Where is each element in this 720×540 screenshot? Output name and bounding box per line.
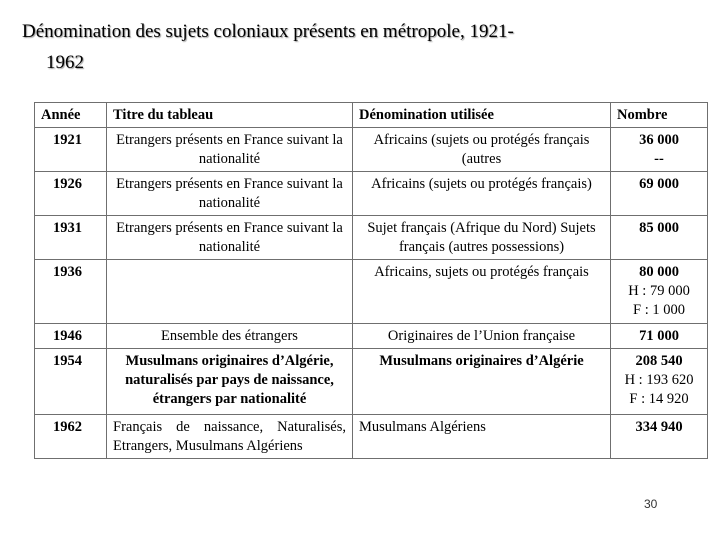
nombre-total: 80 000 xyxy=(639,264,679,280)
cell-year: 1926 xyxy=(35,172,107,216)
cell-nombre xyxy=(611,324,708,349)
cell-year: 1921 xyxy=(35,128,107,172)
nombre-total: 69 000 xyxy=(639,176,679,192)
cell-titre: Etrangers présents en France suivant la nationalité xyxy=(107,216,353,260)
header-titre: Titre du tableau xyxy=(107,103,353,128)
nombre-total: 71 000 xyxy=(639,328,679,344)
table-row xyxy=(35,172,708,216)
cell-year: 1954 xyxy=(35,349,107,415)
title-line-1: Dénomination des sujets coloniaux présents en métropole, 1921- xyxy=(22,21,514,42)
cell-year: 1936 xyxy=(35,260,107,324)
table-header-row xyxy=(35,103,708,128)
table-row xyxy=(35,128,708,172)
cell-denomination: Musulmans Algériens xyxy=(353,415,611,459)
cell-titre xyxy=(107,260,353,324)
table-row xyxy=(35,260,708,324)
cell-titre: Etrangers présents en France suivant la nationalité xyxy=(107,128,353,172)
nombre-total: 334 940 xyxy=(635,419,683,435)
header-denomination: Dénomination utilisée xyxy=(353,103,611,128)
cell-titre: Etrangers présents en France suivant la nationalité xyxy=(107,172,353,216)
table-row xyxy=(35,415,708,459)
nombre-total: 36 000 xyxy=(639,132,679,148)
cell-nombre xyxy=(611,260,708,324)
table-row xyxy=(35,324,708,349)
cell-year: 1946 xyxy=(35,324,107,349)
nombre-hommes: H : 79 000 xyxy=(628,283,690,299)
cell-nombre xyxy=(611,128,708,172)
header-nombre: Nombre xyxy=(611,103,708,128)
cell-denomination: Africains (sujets ou protégés français (autres xyxy=(353,128,611,172)
cell-titre: Ensemble des étrangers xyxy=(107,324,353,349)
cell-denomination: Musulmans originaires d’Algérie xyxy=(353,349,611,415)
cell-nombre xyxy=(611,415,708,459)
nombre-total: 208 540 xyxy=(635,353,683,369)
nombre-hommes: H : 193 620 xyxy=(624,372,694,388)
page-title xyxy=(22,16,682,78)
cell-denomination: Sujet français (Afrique du Nord) Sujets français (autres possessions) xyxy=(353,216,611,260)
cell-denomination: Originaires de l’Union française xyxy=(353,324,611,349)
title-line-2: 1962 xyxy=(46,52,84,73)
cell-nombre xyxy=(611,216,708,260)
table-row xyxy=(35,216,708,260)
cell-denomination: Africains (sujets ou protégés français) xyxy=(353,172,611,216)
nombre-line: -- xyxy=(654,151,664,167)
cell-titre: Français de naissance, Naturalisés, Etrangers, Musulmans Algériens xyxy=(107,415,353,459)
table-row xyxy=(35,349,708,415)
cell-nombre xyxy=(611,172,708,216)
cell-year: 1962 xyxy=(35,415,107,459)
page-number: 30 xyxy=(644,497,658,511)
colonial-subjects-table xyxy=(34,102,708,459)
nombre-femmes: F : 14 920 xyxy=(629,391,689,407)
header-annee: Année xyxy=(35,103,107,128)
cell-titre: Musulmans originaires d’Algérie, naturalisés par pays de naissance, étrangers par nationalité xyxy=(107,349,353,415)
cell-year: 1931 xyxy=(35,216,107,260)
cell-nombre xyxy=(611,349,708,415)
nombre-total: 85 000 xyxy=(639,220,679,236)
nombre-femmes: F : 1 000 xyxy=(633,302,685,318)
cell-denomination: Africains, sujets ou protégés français xyxy=(353,260,611,324)
